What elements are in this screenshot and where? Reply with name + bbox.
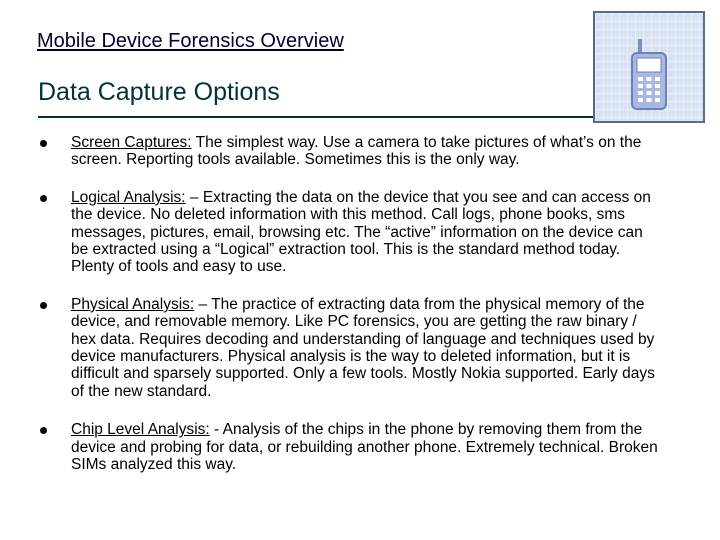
bullet-term: Chip Level Analysis: bbox=[71, 421, 210, 439]
mobile-phone-icon bbox=[593, 11, 705, 123]
bullet-dot-icon bbox=[40, 140, 47, 147]
bullet-dot-icon bbox=[40, 302, 47, 309]
bullet-dot-icon bbox=[40, 427, 47, 434]
bullet-text: - Analysis of the chips in the phone by removing them from the device and probing for data, or rebuilding another phone. Extremely technical. Broken SIMs analyzed this way. bbox=[71, 421, 658, 474]
bullet-list bbox=[38, 134, 658, 474]
bullet-dot-icon bbox=[40, 195, 47, 202]
bullet-term: Logical Analysis: bbox=[71, 188, 186, 206]
bullet-physical-analysis bbox=[38, 296, 658, 400]
bullet-chip-level-analysis bbox=[38, 421, 658, 473]
slide-title: Data Capture Options bbox=[38, 78, 280, 106]
bullet-screen-captures bbox=[38, 134, 658, 169]
bullet-text: – The practice of extracting data from the physical memory of the device, and removable memory. Like PC forensics, you are getting the raw binary / hex data. Requires decoding and understanding of language and techniques used by device manufacturers. Physical analysis is the way to deleted information, but it is difficult and sparsely supported. Only a few tools. Mostly Nokia supported. Early days of the new standard. bbox=[71, 295, 655, 400]
bullet-term: Physical Analysis: bbox=[71, 295, 195, 313]
bullet-term: Screen Captures: bbox=[71, 134, 192, 151]
title-divider bbox=[38, 116, 598, 118]
header-title: Mobile Device Forensics Overview bbox=[37, 30, 344, 52]
bullet-text: – Extracting the data on the device that you see and can access on the device. No deleted information with this method. Call logs, phone books, sms messages, pictures, email, browsing etc. The “active” information on the device can be extracted using a “Logical” extraction tool. This is the standard method today. Plenty of tools and easy to use. bbox=[71, 188, 651, 276]
bullet-logical-analysis bbox=[38, 189, 658, 276]
bullet-text: The simplest way. Use a camera to take pictures of what’s on the screen. Reporting tools available. Sometimes this is the only way. bbox=[71, 134, 642, 169]
